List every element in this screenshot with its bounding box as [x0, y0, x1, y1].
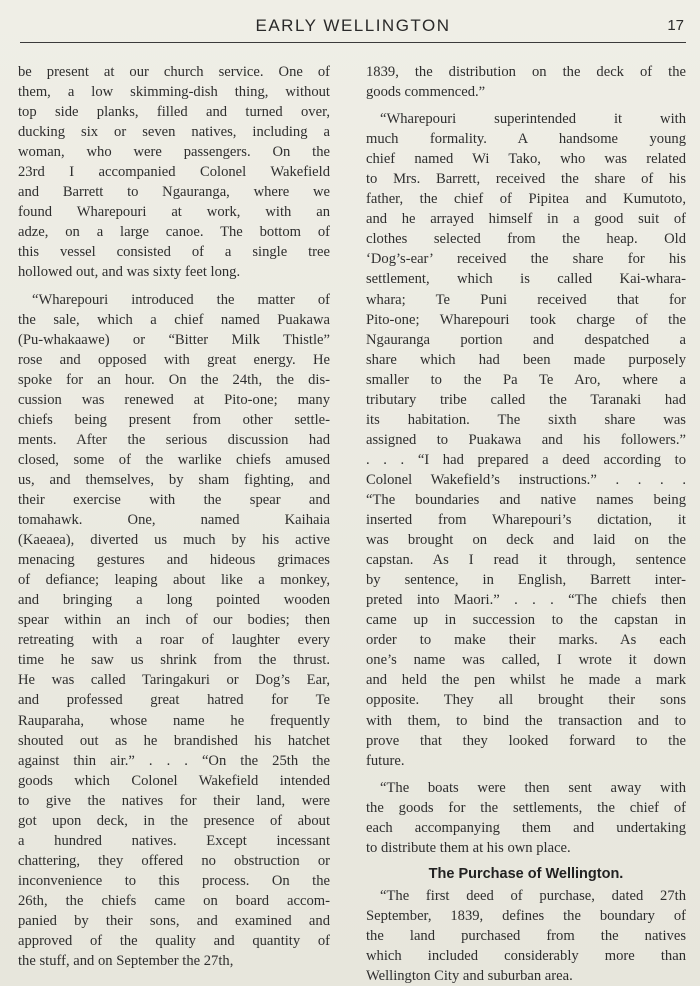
text-line: preted into Maori.” . . . “The chiefs then [366, 592, 686, 609]
text-line: prove that they looked forward to the [366, 732, 686, 749]
text-line: spoke for an hour. On the 24th, the dis- [18, 371, 330, 388]
text-line: 1839, the distribution on the deck of the [366, 64, 686, 80]
text-line: closed, some of the warlike chiefs amused [18, 451, 330, 468]
text-line: (Pu-whakaawe) or “Bitter Milk Thistle” [18, 331, 330, 348]
page-number: 17 [667, 17, 684, 34]
text-line: and professed great hatred for Te [18, 692, 330, 709]
text-line: the sale, which a chief named Puakawa [18, 311, 330, 328]
text-line: its habitation. The sixth share was [366, 411, 686, 428]
text-line: the goods for the settlements, the chief of [366, 799, 686, 816]
text-line: “Wharepouri superintended it with [380, 111, 686, 128]
text-line: chief named Wi Tako, who was related [366, 151, 686, 168]
text-line: chiefs being present from other settle- [18, 411, 330, 428]
text-line: time he saw us shrink from the thrust. [18, 652, 330, 669]
text-line: spear within an inch of our bodies; then [18, 612, 330, 629]
text-line: tomahawk. One, named Kaihaia [18, 512, 330, 529]
text-line: . . . “I had prepared a deed according to [366, 451, 686, 468]
text-line: ducking six or seven natives, including a [18, 124, 330, 141]
text-line: assigned to Puakawa and his followers.” [366, 431, 686, 448]
section-subheading: The Purchase of Wellington. [428, 865, 624, 882]
text-line: inconvenience to this process. On the [18, 872, 330, 889]
paragraph [366, 62, 686, 102]
text-line: by sentence, in English, Barrett inter- [366, 572, 686, 589]
page-header [20, 14, 686, 43]
text-line: smaller to the Pa Te Aro, where a [366, 371, 686, 388]
text-line: share which had been made purposely [366, 351, 686, 368]
text-line: hollowed out, and was sixty feet long. [18, 264, 241, 281]
text-line: this vessel consisted of a single tree [18, 244, 330, 261]
text-line: father, the chief of Pipitea and Kumutoto, [366, 191, 686, 208]
text-line: Rauparaha, whose name he frequently [18, 712, 330, 729]
text-line: woman, who were passengers. On the [18, 144, 330, 161]
text-line: rose and opposed with great energy. He [18, 351, 330, 368]
paragraph [366, 778, 686, 858]
paragraph-gap [366, 102, 686, 109]
text-line: Wellington City and suburban area. [366, 968, 573, 985]
text-line: one’s name was called, I wrote it down [366, 652, 686, 669]
text-line: future. [366, 752, 405, 769]
text-line: “The first deed of purchase, dated 27th [380, 887, 686, 904]
text-line: “Wharepouri introduced the matter of [32, 291, 330, 308]
paragraph [18, 62, 330, 283]
paragraph [18, 290, 330, 972]
text-line: inserted from Wharepouri’s dictation, it [366, 512, 686, 529]
text-line: shouted out as he brandished his hatchet [18, 732, 330, 749]
text-line: 26th, the chiefs came on board accom- [18, 892, 330, 909]
right-text-column [366, 62, 686, 986]
text-line: much formality. A handsome young [366, 131, 686, 148]
text-line: their exercise with the spear and [18, 491, 330, 508]
text-line: and held the pen whilst he made a mark [366, 672, 686, 689]
section-body [366, 886, 686, 986]
text-line: to Mrs. Barrett, received the share of his [366, 171, 686, 188]
text-line: a hundred natives. Except incessant [18, 832, 330, 849]
text-line: (Kaeaea), diverted us much by his active [18, 532, 330, 549]
text-line: panied by their sons, and examined and [18, 912, 330, 929]
text-line: adze, on a large canoe. The bottom of [18, 224, 330, 241]
text-line: the stuff, and on September the 27th, [18, 953, 234, 970]
text-line: and Barrett to Ngauranga, where we [18, 184, 330, 201]
text-line: and he arrayed himself in a good suit of [366, 211, 686, 228]
text-line: Pito-one; Wharepouri took charge of the [366, 311, 686, 328]
text-line: which included considerably more than [366, 947, 686, 964]
text-line: to give the natives for their land, were [18, 792, 330, 809]
paragraph-gap [366, 771, 686, 778]
paragraph [366, 886, 686, 986]
running-head-title: EARLY WELLINGTON [255, 16, 451, 35]
text-line: was brought on deck and laid on the [366, 532, 686, 549]
text-line: menacing gestures and hideous grimaces [18, 552, 330, 569]
text-line: ‘Dog’s-ear’ received the share for his [366, 251, 686, 268]
text-line: found Wharepouri at work, with an [18, 204, 330, 221]
text-line: “The boundaries and native names being [366, 491, 686, 508]
text-line: settlement, which is called Kai-whara- [366, 271, 686, 288]
text-line: top side planks, filled and turned over, [18, 104, 330, 121]
text-line: tributary tribe called the Taranaki had [366, 391, 686, 408]
text-line: cussion was renewed at Pito-one; many [18, 391, 330, 408]
text-line: them, a low skimming-dish thing, without [18, 84, 330, 101]
text-line: of defiance; leaping about like a monkey, [18, 572, 330, 589]
text-line: each accompanying them and undertaking [366, 819, 686, 836]
paragraph [366, 109, 686, 771]
text-line: came up in succession to the capstan in [366, 612, 686, 629]
text-line: approved of the quality and quantity of [18, 933, 330, 950]
text-line: Ngauranga portion and despatched a [366, 331, 686, 348]
text-line: “The boats were then sent away with [380, 779, 686, 796]
text-line: clothes selected from the heap. Old [366, 231, 686, 248]
text-line: 23rd I accompanied Colonel Wakefield [18, 164, 330, 181]
text-line: Colonel Wakefield’s instructions.” . . . . [366, 471, 686, 488]
text-line: the land purchased from the natives [366, 927, 686, 944]
text-line: opposite. They all brought their sons [366, 692, 686, 709]
text-line: ments. After the serious discussion had [18, 431, 330, 448]
text-line: goods which Colonel Wakefield intended [18, 772, 330, 789]
text-line: and bringing a long pointed wooden [18, 592, 330, 609]
paragraph-gap [18, 283, 330, 290]
text-line: goods commenced.” [366, 84, 486, 101]
text-line: us, and themselves, by sham fighting, and [18, 471, 330, 488]
text-line: capstan. As I read it through, sentence [366, 552, 686, 569]
text-line: be present at our church service. One of [18, 64, 330, 80]
text-line: against thin air.” . . . “On the 25th the [18, 752, 330, 769]
text-line: order to make their marks. As each [366, 632, 686, 649]
left-text-column [18, 62, 330, 971]
text-line: with them, to bind the transaction and to [366, 712, 686, 729]
text-line: He was called Taringakuri or Dog’s Ear, [18, 672, 330, 689]
text-line: chattering, they offered no obstruction or [18, 852, 330, 869]
text-line: September, 1839, defines the boundary of [366, 907, 686, 924]
text-line: to distribute them at his own place. [366, 839, 571, 856]
text-line: retreating with a roar of laughter every [18, 632, 330, 649]
text-line: whara; Te Puni received that for [366, 291, 686, 308]
text-line: got upon deck, in the presence of about [18, 812, 330, 829]
